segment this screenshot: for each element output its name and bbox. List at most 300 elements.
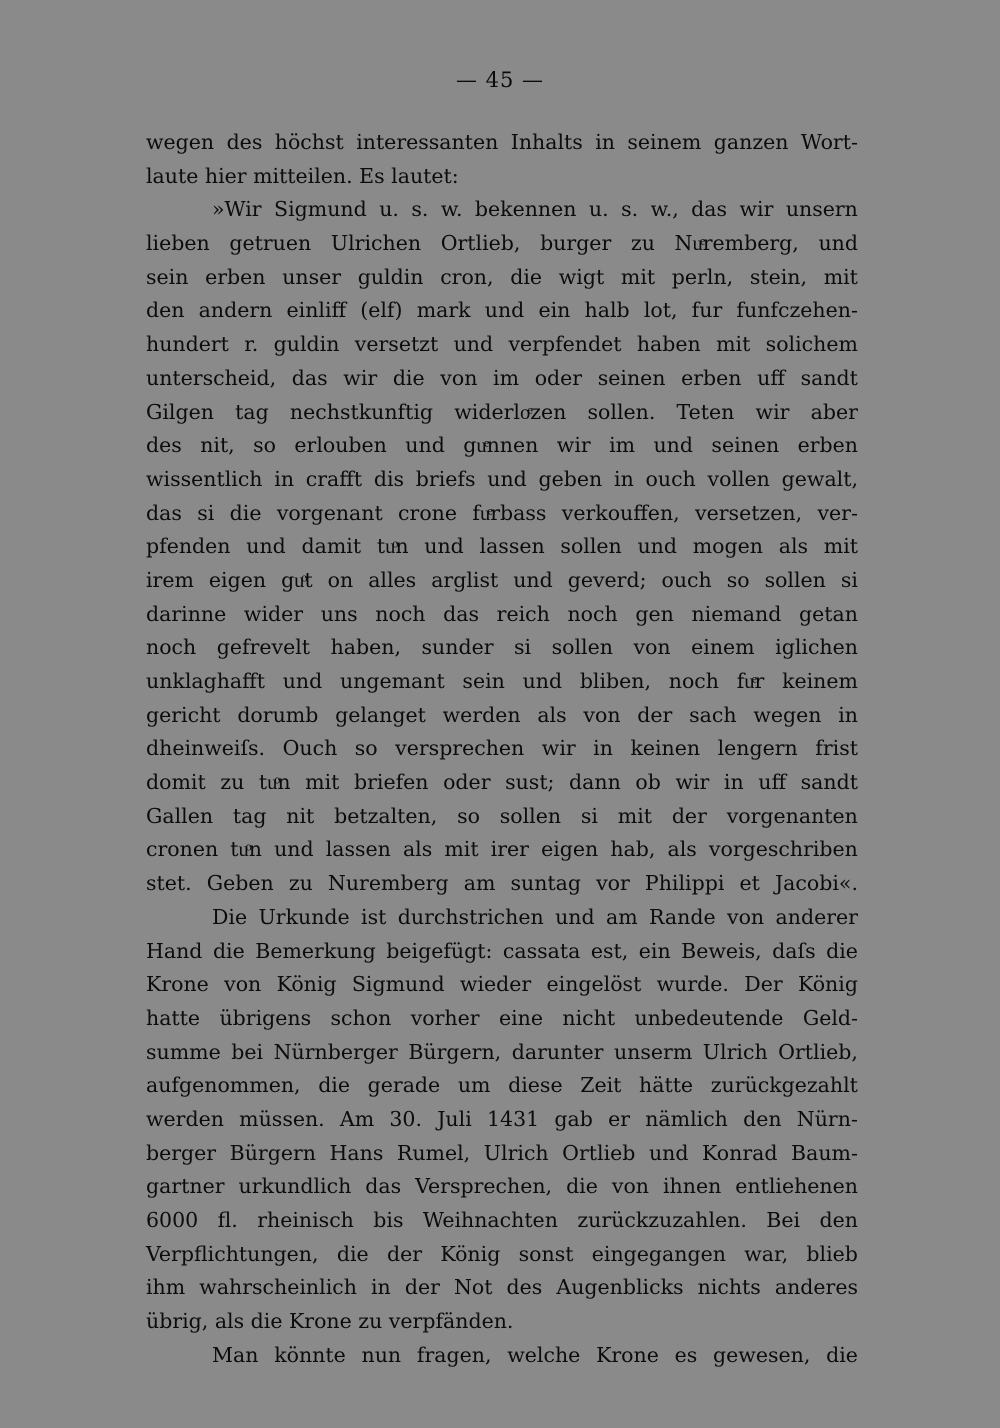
word: den [819,1208,858,1232]
word: guͤnnen [463,433,539,458]
word: aufgenommen, [146,1073,301,1098]
word: gartner [146,1174,225,1199]
word: wir [541,736,576,761]
word: irem [146,567,194,592]
word: nechstkunftig [289,399,434,424]
word: seinen [597,365,666,390]
word: geben [538,466,603,491]
word: werden [146,1106,224,1131]
word: war, [744,1241,789,1266]
word: cron, [440,264,494,289]
word: erlouben [294,433,387,458]
word: erben [681,365,742,390]
word: wider [243,601,304,626]
word: vorher [410,1005,480,1030]
word: des [226,130,263,154]
word: von [440,365,478,390]
word: Rande [649,904,716,929]
word: Nuremberg [327,871,449,896]
word: seinen [711,433,780,458]
word: Sigmund [351,972,445,997]
word: gewesen, [713,1342,811,1367]
word: Konrad [702,1140,778,1165]
word: entliehenen [735,1174,858,1199]
word: im [493,365,520,390]
word: briefen [353,770,429,795]
word: darunter [511,1039,604,1064]
word: sust; [505,770,555,795]
word: vorgeschriben [708,837,858,862]
text-line [146,564,858,598]
word: mit [444,837,479,862]
word: Rumel, [396,1140,471,1165]
word: blieb [806,1241,858,1266]
word: Nuͤremberg, [674,231,799,256]
word: rheinisch [257,1208,354,1232]
word: Ortlieb [562,1140,636,1165]
text-line [146,362,858,396]
word: fur [691,298,723,323]
word: crone [398,500,458,525]
word: burger [540,231,612,256]
word: und [513,567,553,592]
word: König [440,1241,501,1266]
word: mit [305,770,340,795]
text-line [146,1170,858,1204]
word: wir [343,365,378,390]
word: guldin [273,332,340,357]
body-text [146,126,858,1372]
word: perln, [671,264,734,289]
word: erben [797,433,858,458]
word: unsern [785,197,858,222]
word: sein [462,669,505,693]
word: Am [339,1106,375,1131]
word: gerade [367,1073,441,1098]
word: wegen [146,130,215,154]
word: Geld- [802,1005,858,1030]
word: Augenblicks [556,1275,684,1300]
word: den [743,1106,782,1131]
word: von [583,702,621,727]
word: unbedeutende [634,1005,784,1030]
word: zurückzuzahlen. [577,1208,747,1232]
word: hab, [610,837,656,862]
word: Ortlieb, [778,1039,858,1064]
text-line [146,497,858,531]
word: Geben [206,871,274,896]
word: der [386,1241,423,1266]
word: er [608,1106,630,1131]
word: die [392,365,425,390]
text-line [146,766,858,800]
word: welche [507,1342,581,1367]
word: fuͤr [736,669,765,693]
word: lieben [146,231,210,256]
word: von [224,972,262,997]
word: domit [146,770,206,795]
word: bis [373,1208,404,1232]
word: hundert [146,332,229,357]
word: vorgenant [276,500,383,525]
word: wir [556,433,591,458]
word: ihnen [662,1174,722,1199]
word: sollen. [587,399,656,424]
text-line [146,732,858,766]
word: noch [668,669,719,693]
word: nichts [697,1275,761,1300]
word: oder [534,365,583,390]
text-line [146,1339,858,1373]
word: frist [815,736,858,761]
word: von [727,904,765,929]
word: durchstrichen [397,904,544,929]
word: hätte [639,1073,694,1098]
word: anderer [775,904,858,929]
word: w. [440,197,463,222]
word: ungemant [339,669,445,693]
word: Philippi [644,871,725,896]
word: und [637,534,677,559]
word: ist [361,904,387,929]
word: einem [691,635,755,660]
word: Weihnachten [422,1208,558,1232]
text-line: übrig, als die Krone zu verpfänden. [146,1309,514,1334]
word: tuͦn [376,534,409,559]
word: mit [823,264,858,289]
word: lassen [325,837,391,862]
word: sunder [421,635,494,660]
word: hatte [146,1005,201,1030]
word: Gallen [146,803,214,828]
word: 1431 [486,1106,540,1131]
word: werden [442,702,521,727]
text-line [146,935,858,969]
word: (elf) [360,298,403,323]
word: der [404,1275,440,1300]
word: und [818,231,858,256]
word: briefs [415,466,476,491]
word: u. [379,197,399,222]
word: unserm [613,1039,693,1064]
word: fragen, [416,1342,492,1367]
word: stet. [146,871,192,896]
word: als [778,534,809,559]
word: mit [617,803,652,828]
word: ouch [661,567,712,592]
word: im [609,433,636,458]
word: Sigmund [274,197,367,222]
word: solichem [765,332,858,357]
word: getan [799,601,858,626]
word: und [424,534,464,559]
word: tag [232,803,267,828]
word: und [648,1140,689,1165]
word: beigefügt: [386,938,493,963]
word: urkundlich [238,1174,352,1199]
word: w., [650,197,679,222]
word: in [838,702,858,727]
word: et [739,871,760,896]
word: Verpflichtungen, [146,1241,319,1266]
word: eigen [541,837,599,862]
word: Baum- [791,1140,858,1165]
word: nicht [562,1005,616,1030]
word: keinen [630,736,701,761]
word: als [537,702,567,727]
word: es [674,1342,698,1367]
word: s. [621,197,639,222]
word: sollen [551,635,613,660]
word: König [276,972,337,997]
word: den [146,298,185,323]
word: Jacobi«. [774,871,858,896]
text-line [146,1103,858,1137]
word: versprechen [395,736,525,761]
text-line [146,396,858,430]
word: Krone [146,972,209,997]
word: anderes [774,1275,858,1300]
word: uns [320,601,358,626]
text-line [146,867,858,901]
word: Bemerkung [255,938,376,963]
word: Juli [437,1106,472,1131]
word: summe [146,1039,221,1064]
word: höchst [274,130,344,154]
word: bekennen [474,197,577,222]
word: haben [636,332,701,357]
word: wir [675,770,710,795]
text-line [146,1238,858,1272]
word: verpfendet [508,332,622,357]
word: der [671,803,707,828]
word: nit [286,803,315,828]
word: und [246,534,286,559]
word: halb [584,298,630,323]
text-line [146,631,858,665]
word: der [637,702,673,727]
word: irer [490,837,529,862]
word: cronen [146,837,219,862]
word: lengern [717,736,798,761]
word: eigen [208,567,267,592]
word: noch [146,635,197,660]
word: sollen [764,567,826,592]
word: unser [282,264,342,289]
word: guͦt [281,567,313,592]
word: in [371,1275,391,1300]
word: berger [146,1140,217,1165]
word: Gilgen [146,399,214,424]
word: »Wir [212,197,262,222]
text-line [146,193,858,227]
word: damit [301,534,362,559]
word: geverd; [567,567,647,592]
word: und [487,466,527,491]
word: Nürn- [796,1106,858,1131]
word: crafft [305,466,363,491]
word: Hans [329,1140,384,1165]
word: am [463,871,496,896]
word: si [580,803,598,828]
word: wir [739,197,774,222]
word: so [457,803,480,828]
word: versetzt [354,332,439,357]
word: unklaghafft [146,669,265,693]
word: Inhalts [510,130,583,154]
word: darinne [146,601,227,626]
word: mit [620,264,656,289]
text-line [146,126,858,160]
word: könnte [274,1342,346,1367]
word: diese [508,1073,563,1098]
word: uff [757,365,785,390]
word: fuͤrbass [472,500,547,525]
word: dis [373,466,405,491]
word: sach [689,702,737,727]
word: die [826,938,858,963]
word: von [611,1174,649,1199]
word: so [253,433,276,458]
word: aber [810,399,858,424]
text-line [146,530,858,564]
word: und [282,669,323,693]
word: Ulrichen [330,231,422,256]
word: fl. [217,1208,238,1232]
word: iglichen [775,635,858,660]
text-line [146,598,858,632]
word: ob [635,770,661,795]
word: Nürnberger [273,1039,398,1064]
word: seinem [627,130,702,154]
word: des [506,1275,543,1300]
text-line [146,429,858,463]
word: das [691,197,728,222]
word: sandt [800,365,858,390]
word: und [453,332,494,357]
word: sollen [560,534,622,559]
word: Urkunde [258,904,350,929]
word: gelanget [335,702,426,727]
text-line [146,968,858,1002]
word: vorgenanten [726,803,858,828]
word: um [457,1073,491,1098]
word: si [840,567,858,592]
word: stein, [749,264,807,289]
word: einliff [286,298,347,323]
word: von [633,635,671,660]
word: mark [416,298,471,323]
text-line [146,261,858,295]
word: nämlich [645,1106,728,1131]
word: zu [220,770,245,795]
word: andern [198,298,273,323]
word: Die [212,904,248,929]
word: alles [368,567,417,592]
word: und [653,433,694,458]
word: die [510,264,543,289]
word: wegen [753,702,822,727]
word: verkouffen, [561,500,680,525]
word: in [614,466,634,491]
word: in [593,736,613,761]
word: so [354,736,378,761]
text-line [146,1271,858,1305]
word: in [723,770,744,795]
word: wissentlich [146,466,263,491]
word: nit, [200,433,235,458]
word: schon [330,1005,392,1030]
word: eingegangen [591,1241,726,1266]
text-line [146,1069,858,1103]
text-line [146,833,858,867]
word: suntag [510,871,581,896]
word: on [327,567,354,592]
word: die [229,500,262,525]
text-line [146,1002,858,1036]
word: unterscheid, [146,365,277,390]
word: Ortlieb, [440,231,521,256]
word: so [726,567,750,592]
word: Zeit [580,1073,622,1098]
word: König [797,972,858,997]
word: oder [443,770,491,795]
page-number: — 45 — [455,68,545,92]
word: die [566,1174,598,1199]
word: widerloͤzen [454,399,567,424]
text-line [146,463,858,497]
word: mit [823,534,858,559]
word: bliben, [579,669,652,693]
word: arglist [431,567,499,592]
word: und [405,433,445,458]
word: si [197,500,215,525]
word: bei [231,1039,264,1064]
word: ouch [645,466,696,491]
word: ver- [817,500,858,525]
word: Man [212,1342,259,1367]
word: reich [496,601,550,626]
word: u. [588,197,609,222]
word: sonst [518,1241,574,1266]
word: Wort- [800,130,858,154]
word: mit [716,332,751,357]
word: Teten [676,399,735,424]
word: Ulrich [483,1140,549,1165]
word: noch [567,601,618,626]
word: Bei [766,1208,801,1232]
word: ein [538,298,571,323]
word: dann [569,770,621,795]
word: und [555,904,595,929]
word: und [484,298,525,323]
word: übrigens [219,1005,312,1030]
word: ganzen [713,130,789,154]
word: 6000 [146,1208,199,1232]
word: daſs [772,938,816,963]
word: dorumb [237,702,319,727]
word: des [146,433,182,458]
text-line [146,1204,858,1238]
text-line [146,294,858,328]
word: nun [361,1342,402,1367]
word: das [365,1174,402,1199]
word: in [595,130,615,154]
word: est, [590,938,629,963]
word: gefrevelt [216,635,311,660]
word: zurückgezahlt [710,1073,858,1098]
text-line [146,901,858,935]
